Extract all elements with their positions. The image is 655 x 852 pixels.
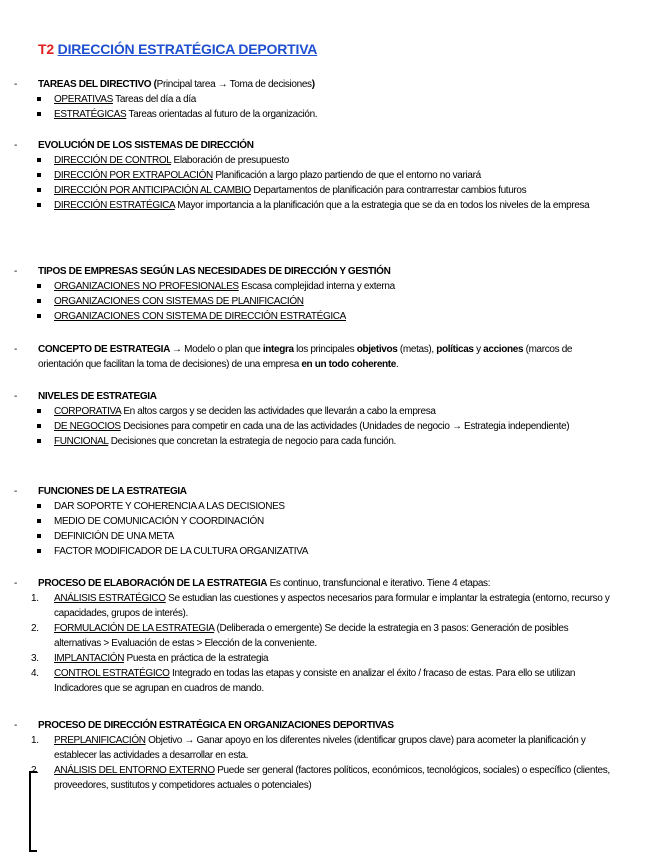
section-heading: TIPOS DE EMPRESAS SEGÚN LAS NECESIDADES DE DIRECCIÓN Y GESTIÓN — [38, 266, 391, 277]
square-bullet-icon — [37, 439, 41, 443]
square-bullet-icon — [37, 173, 41, 177]
item-description: Objetivo → Ganar apoyo en los diferentes niveles (identificar grupos clave) para acometer la planificación y establecer las actividades a desarrollar en esta. — [54, 735, 586, 761]
section-heading: PROCESO DE DIRECCIÓN ESTRATÉGICA EN ORGANIZACIONES DEPORTIVAS — [38, 720, 394, 731]
dash-bullet: - — [14, 486, 17, 497]
item-term: DIRECCIÓN DE CONTROL — [54, 155, 172, 166]
item-term: DE NEGOCIOS — [54, 421, 121, 432]
item-term: ORGANIZACIONES CON SISTEMA DE DIRECCIÓN ESTRATÉGICA — [54, 311, 347, 322]
item-description: Decisiones que concretan la estrategia de negocio para cada función. — [108, 436, 396, 447]
item-term: DIRECCIÓN POR EXTRAPOLACIÓN — [54, 170, 213, 181]
item-list — [0, 153, 655, 213]
item-term: OPERATIVAS — [54, 94, 113, 105]
square-bullet-icon — [37, 97, 41, 101]
list-item — [0, 168, 655, 183]
item-description: Planificación a largo plazo partiendo de que el entorno no variará — [212, 170, 481, 181]
dash-bullet: - — [14, 344, 17, 355]
list-item — [0, 529, 655, 544]
item-description: Mayor importancia a la planificación que a la estrategia que se da en todos los niveles de la empresa — [174, 200, 590, 211]
list-item — [0, 107, 655, 122]
list-item — [0, 198, 655, 213]
section-heading: NIVELES DE ESTRATEGIA — [38, 391, 157, 402]
handwritten-bracket — [29, 771, 37, 852]
item-term: DIRECCIÓN POR ANTICIPACIÓN AL CAMBIO — [54, 185, 251, 196]
square-bullet-icon — [37, 158, 41, 162]
item-term: ORGANIZACIONES NO PROFESIONALES — [54, 281, 239, 292]
square-bullet-icon — [37, 519, 41, 523]
square-bullet-icon — [37, 504, 41, 508]
item-term: ESTRATÉGICAS — [54, 109, 127, 120]
item-description: Integrado en todas las etapas y consiste en analizar el éxito / fracaso de estas. Para ello se utilizan Indicadores que se agrupan en cuadros de mando. — [54, 668, 576, 694]
item-description: (Deliberada o emergente) Se decide la estrategia en 3 pasos: Generación de posibles alternativas > Evaluación de estas > Elección de la conveniente. — [54, 623, 569, 649]
numbered-item — [0, 651, 655, 666]
numbered-item — [0, 763, 655, 793]
list-item — [0, 153, 655, 168]
item-term: FUNCIONAL — [54, 436, 109, 447]
section-heading: EVOLUCIÓN DE LOS SISTEMAS DE DIRECCIÓN — [38, 140, 254, 151]
item-term: ANÁLISIS ESTRATÉGICO — [54, 593, 166, 604]
item-term: CONTROL ESTRATÉGICO — [54, 668, 170, 679]
square-bullet-icon — [37, 549, 41, 553]
numbered-item — [0, 621, 655, 651]
item-number: 4. — [31, 668, 39, 679]
list-item — [0, 279, 655, 294]
dash-bullet: - — [14, 578, 17, 589]
list-item — [0, 309, 655, 324]
item-list — [0, 404, 655, 449]
square-bullet-icon — [37, 409, 41, 413]
item-number: 2. — [31, 623, 39, 634]
item-term: ANÁLISIS DEL ENTORNO EXTERNO — [54, 765, 215, 776]
item-term: FORMULACIÓN DE LA ESTRATEGIA — [54, 623, 215, 634]
document-title — [38, 41, 317, 57]
item-term: ORGANIZACIONES CON SISTEMAS DE PLANIFICACIÓN — [54, 296, 304, 307]
dash-bullet: - — [14, 79, 17, 90]
list-item — [0, 183, 655, 198]
square-bullet-icon — [37, 299, 41, 303]
list-item — [0, 514, 655, 529]
square-bullet-icon — [37, 203, 41, 207]
square-bullet-icon — [37, 284, 41, 288]
item-term: DIRECCIÓN ESTRATÉGICA — [54, 200, 175, 211]
item-term: PREPLANIFICACIÓN — [54, 735, 146, 746]
square-bullet-icon — [37, 314, 41, 318]
list-item — [0, 92, 655, 107]
title-number: T2 — [38, 41, 54, 57]
item-description: Decisiones para competir en cada una de las actividades (Unidades de negocio → Estrategia independiente) — [120, 421, 570, 432]
item-description: Se estudian las cuestiones y aspectos necesarios para formular e implantar la estrategia (entorno, recurso y capacidades, grupos de interés). — [54, 593, 610, 619]
square-bullet-icon — [37, 112, 41, 116]
item-number: 3. — [31, 653, 39, 664]
dash-bullet: - — [14, 140, 17, 151]
item-number: 1. — [31, 593, 39, 604]
item-term: IMPLANTACIÓN — [54, 653, 125, 664]
item-description: En altos cargos y se deciden las actividades que llevarán a cabo la empresa — [120, 406, 436, 417]
section-heading: TAREAS DEL DIRECTIVO (Principal tarea → Toma de decisiones) — [38, 79, 315, 90]
dash-bullet: - — [14, 391, 17, 402]
item-description: Elaboración de presupuesto — [171, 155, 289, 166]
concept-definition: CONCEPTO DE ESTRATEGIA → Modelo o plan que integra los principales objetivos (metas), políticas y acciones (marcos de orientación que facilitan la toma de decisiones) de una empresa en un todo coherente. — [38, 344, 573, 370]
square-bullet-icon — [37, 188, 41, 192]
item-description: MEDIO DE COMUNICACIÓN Y COORDINACIÓN — [54, 516, 264, 527]
numbered-item — [0, 591, 655, 621]
section-heading: FUNCIONES DE LA ESTRATEGIA — [38, 486, 187, 497]
item-list — [0, 733, 655, 793]
numbered-item — [0, 733, 655, 763]
item-description: DAR SOPORTE Y COHERENCIA A LAS DECISIONES — [54, 501, 285, 512]
item-list — [0, 591, 655, 696]
item-description: Escasa complejidad interna y externa — [238, 281, 395, 292]
item-description: FACTOR MODIFICADOR DE LA CULTURA ORGANIZATIVA — [54, 546, 309, 557]
item-number: 2. — [31, 765, 39, 776]
item-description: Tareas del día a día — [112, 94, 197, 105]
item-list — [0, 499, 655, 559]
list-item — [0, 544, 655, 559]
list-item — [0, 419, 655, 434]
item-description: Puesta en práctica de la estrategia — [124, 653, 269, 664]
item-list — [0, 92, 655, 122]
list-item — [0, 294, 655, 309]
title-text: DIRECCIÓN ESTRATÉGICA DEPORTIVA — [57, 41, 318, 57]
square-bullet-icon — [37, 424, 41, 428]
item-term: CORPORATIVA — [54, 406, 121, 417]
item-description: Tareas orientadas al futuro de la organización. — [126, 109, 318, 120]
item-number: 1. — [31, 735, 39, 746]
list-item — [0, 404, 655, 419]
square-bullet-icon — [37, 534, 41, 538]
list-item — [0, 434, 655, 449]
item-list — [0, 279, 655, 324]
dash-bullet: - — [14, 266, 17, 277]
dash-bullet: - — [14, 720, 17, 731]
section-heading: PROCESO DE ELABORACIÓN DE LA ESTRATEGIA Es continuo, transfuncional e iterativo. Tiene 4 etapas: — [38, 578, 491, 589]
item-description: Puede ser general (factores políticos, económicos, tecnológicos, sociales) o específico (clientes, proveedores, sustitutos y competidores actuales o potenciales) — [54, 765, 610, 791]
list-item — [0, 499, 655, 514]
item-description: Departamentos de planificación para contrarrestar cambios futuros — [250, 185, 527, 196]
numbered-item — [0, 666, 655, 696]
item-description: DEFINICIÓN DE UNA META — [54, 531, 174, 542]
